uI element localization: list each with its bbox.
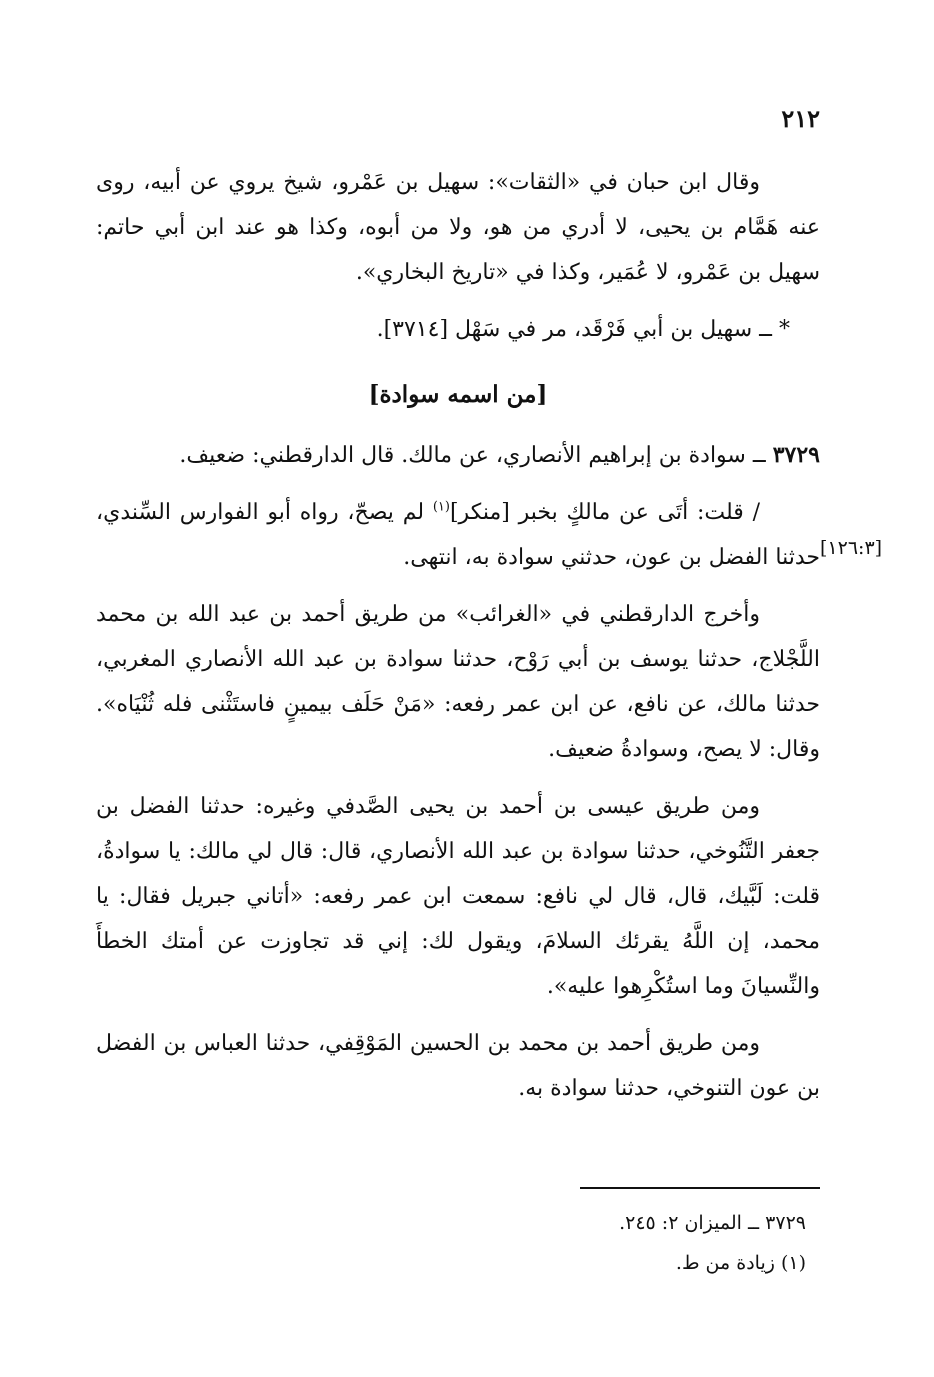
- paragraph-cross-reference: * ــ سهيل بن أبي فَرْقَد، مر في سَهْل [٣٧١٤].: [376, 317, 790, 342]
- paragraph-mawqifi: ومن طريق أحمد بن محمد بن الحسين المَوْقِفي، حدثنا العباس بن الفضل بن عون التنوخي، حدثنا سوادة به.: [96, 1031, 820, 1101]
- paragraph-isa-sadafi: ومن طريق عيسى بن أحمد بن يحيى الصَّدفي وغيره: حدثنا الفضل بن جعفر التَّنُوخي، حدثنا سوادة بن عبد الله الأنصاري، قال: قال لي مالك: يا سوادةُ، قلت: لَبَّيك، قال، قال لي نافع: سمعت ابن عمر رفعه: «أتاني جبريل فقال: يا محمد، إن اللَّهُ يقرئك السلامَ، ويقول لك: إني قد تجاوزت عن أمتك الخطأَ والنِّسيانَ وما استُكْرِهوا عليه».: [96, 794, 820, 999]
- paragraph-ibn-hibban: وقال ابن حبان في «الثقات»: سهيل بن عَمْرو، شيخ يروي عن أبيه، روى عنه هَمَّام بن يحيى، لا أدري من هو، ولا من أبوه، وكذا هو عند ابن أبي حاتم: سهيل بن عَمْرو، لا عُمَير، وكذا في «تاريخ البخاري».: [96, 170, 820, 285]
- paragraph-qultu-part2: لم يصحّ، رواه أبو الفوارس السِّندي، حدثنا الفضل بن عون، حدثني سوادة به، انتهى.: [96, 500, 820, 570]
- paragraph-qultu-part1: / قلت: أتَى عن مالكٍ بخبر [منكر]: [449, 500, 760, 525]
- footnote-separator: [580, 1187, 820, 1189]
- entry-number: ٣٧٢٩: [772, 442, 820, 468]
- section-heading: [من اسمه سوادة]: [368, 381, 548, 408]
- page-number: ٢١٢: [781, 104, 820, 133]
- paragraph-daraqutni-gharaib: وأخرج الدارقطني في «الغرائب» من طريق أحمد بن عبد الله بن محمد اللَّجْلاج، حدثنا يوسف بن أبي رَوْح، حدثنا سوادة بن عبد الله الأنصاري المغربي، حدثنا مالك، عن نافع، عن ابن عمر رفعه: «مَنْ حَلَف بيمينٍ فاستَثْنى فله ثُنْيَاه». وقال: لا يصح، وسوادةُ ضعيف.: [96, 602, 820, 762]
- main-text: [96, 160, 820, 1123]
- entry-3729: [96, 433, 820, 478]
- margin-reference: [١٢٦:٣]: [820, 537, 883, 559]
- footnote-marker: (١): [432, 499, 450, 515]
- entry-text: ــ سوادة بن إبراهيم الأنصاري، عن مالك. قال الدارقطني: ضعيف.: [179, 443, 773, 468]
- paragraph-qultu: [96, 490, 820, 580]
- footnotes: [420, 1203, 820, 1283]
- footnote-source: ٣٧٢٩ ــ الميزان ٢: ٢٤٥.: [619, 1212, 806, 1234]
- footnote-1: (١) زيادة من ط.: [675, 1252, 806, 1274]
